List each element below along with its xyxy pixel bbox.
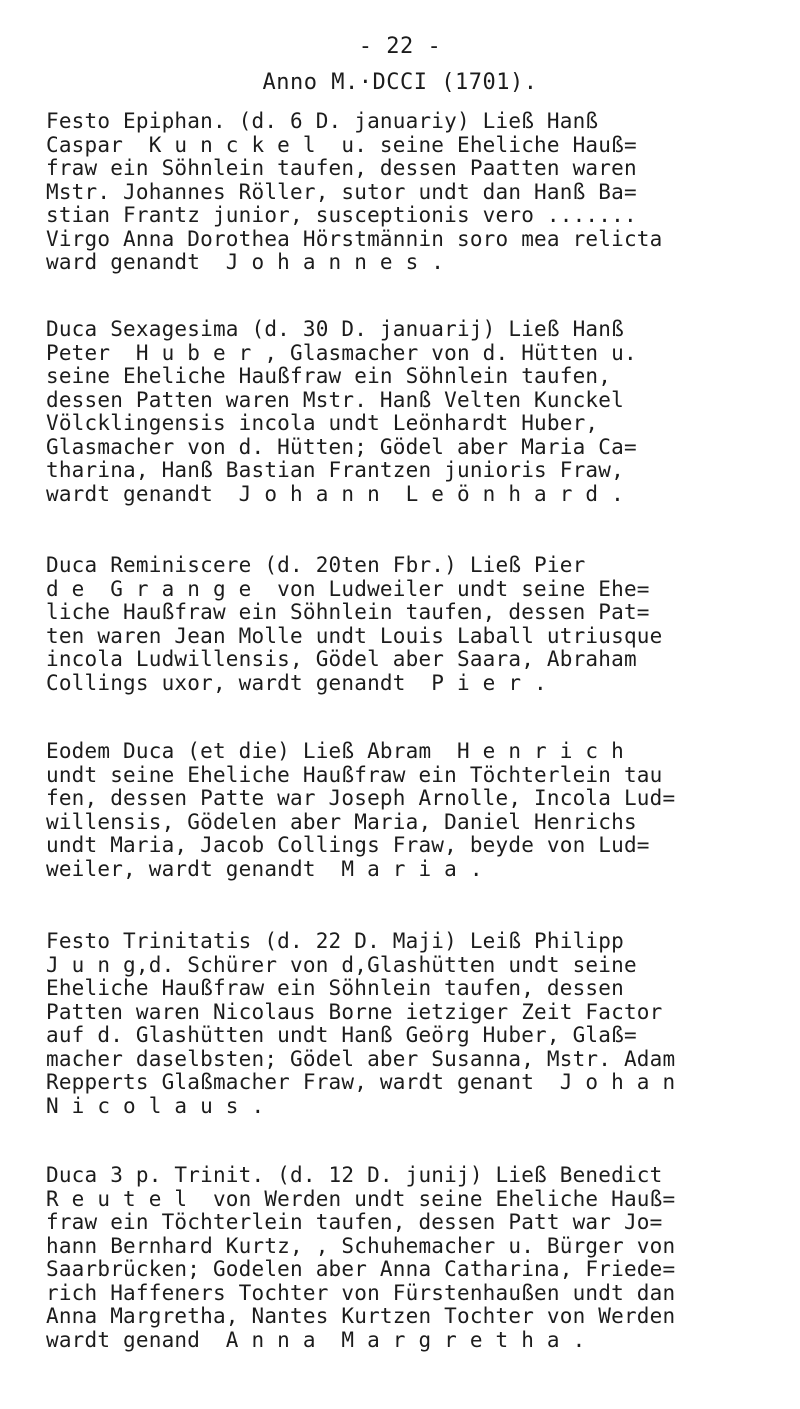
- entry-line: R e u t e l von Werden undt seine Eheliche Hauß=: [46, 1186, 676, 1211]
- baptism-entry-5: [46, 930, 776, 1118]
- entry-line: seine Eheliche Haußfraw ein Söhnlein taufen,: [46, 364, 612, 388]
- entry-line: Mstr. Johannes Röller, sutor undt dan Hanß Ba=: [46, 179, 637, 204]
- entry-line: fraw ein Töchterlein taufen, dessen Patt war Jo=: [46, 1210, 663, 1234]
- entry-line: incola Ludwillensis, Gödel aber Saara, Abraham: [46, 647, 637, 671]
- entry-line: auf d. Glashütten undt Hanß Geörg Huber, Glaß=: [46, 1023, 637, 1047]
- entry-line: undt Maria, Jacob Collings Fraw, beyde von Lud=: [46, 833, 650, 857]
- entry-line: Peter H u b e r , Glasmacher von d. Hütten u.: [46, 340, 637, 365]
- entry-line: Festo Trinitatis (d. 22 D. Maji) Leiß Philipp: [46, 929, 624, 953]
- entry-line: hann Bernhard Kurtz, , Schuhemacher u. Bürger von: [46, 1233, 676, 1258]
- entry-line: N i c o l a u s .: [46, 1093, 265, 1118]
- entry-line: weiler, wardt genandt M a r i a .: [46, 856, 483, 881]
- entry-line: stian Frantz junior, susceptionis vero .......: [46, 203, 637, 227]
- entry-line: Glasmacher von d. Hütten; Gödel aber Maria Ca=: [46, 434, 637, 459]
- entry-line: Virgo Anna Dorothea Hörstmännin soro mea relicta: [46, 226, 663, 251]
- entry-line: Duca Reminiscere (d. 20ten Fbr.) Ließ Pier: [46, 553, 586, 577]
- baptism-entry-1: [46, 110, 776, 275]
- baptism-entry-4: [46, 740, 776, 881]
- entry-line: liche Haußfraw ein Söhnlein taufen, dessen Pat=: [46, 600, 650, 624]
- entry-line: willensis, Gödelen aber Maria, Daniel Henrichs: [46, 809, 637, 834]
- entry-line: Collings uxor, wardt genandt P i e r .: [46, 670, 547, 695]
- entry-line: J u n g,d. Schürer von d,Glashütten undt seine: [46, 952, 637, 977]
- entry-line: Festo Epiphan. (d. 6 D. januariy) Ließ Hanß: [46, 109, 599, 133]
- baptism-entry-6: [46, 1164, 776, 1352]
- entry-line: Duca 3 p. Trinit. (d. 12 D. junij) Ließ Benedict: [46, 1163, 663, 1187]
- entry-line: Eheliche Haußfraw ein Söhnlein taufen, dessen: [46, 976, 624, 1000]
- entry-line: macher daselbsten; Gödel aber Susanna, Mstr. Adam: [46, 1046, 676, 1071]
- baptism-entry-3: [46, 554, 776, 695]
- year-heading: Anno M.·DCCI (1701).: [262, 70, 538, 95]
- entry-line: rich Haffeners Tochter von Fürstenhaußen undt dan: [46, 1280, 676, 1305]
- baptism-entry-2: [46, 318, 776, 506]
- entry-line: undt seine Eheliche Haußfraw ein Töchterlein tau: [46, 762, 663, 787]
- entry-line: Eodem Duca (et die) Ließ Abram H e n r i c h: [46, 739, 624, 763]
- entry-line: fraw ein Söhnlein taufen, dessen Paatten waren: [46, 156, 637, 180]
- page-number: - 22 -: [358, 34, 442, 59]
- entry-line: tharina, Hanß Bastian Frantzen junioris Fraw,: [46, 458, 624, 482]
- entry-line: dessen Patten waren Mstr. Hanß Velten Kunckel: [46, 387, 624, 412]
- entry-line: Saarbrücken; Godelen aber Anna Catharina, Friede=: [46, 1257, 676, 1281]
- entry-line: Caspar K u n c k e l u. seine Eheliche Hauß=: [46, 132, 637, 157]
- entry-line: wardt genand A n n a M a r g r e t h a .: [46, 1327, 586, 1352]
- entry-line: ward genandt J o h a n n e s .: [46, 250, 445, 274]
- entry-line: fen, dessen Patte war Joseph Arnolle, Incola Lud=: [46, 786, 676, 810]
- entry-line: d e G r a n g e von Ludweiler undt seine Ehe=: [46, 576, 650, 601]
- entry-line: Repperts Glaßmacher Fraw, wardt genant J o h a n: [46, 1070, 676, 1094]
- entry-line: wardt genandt J o h a n n L e ö n h a r d .: [46, 481, 624, 506]
- entry-line: Duca Sexagesima (d. 30 D. januarij) Ließ Hanß: [46, 317, 624, 341]
- entry-line: Völcklingensis incola undt Leönhardt Huber,: [46, 411, 599, 435]
- entry-line: Anna Margretha, Nantes Kurtzen Tochter von Werden: [46, 1304, 676, 1328]
- entry-line: Patten waren Nicolaus Borne ietziger Zeit Factor: [46, 999, 663, 1024]
- entry-line: ten waren Jean Molle undt Louis Laball utriusque: [46, 623, 663, 648]
